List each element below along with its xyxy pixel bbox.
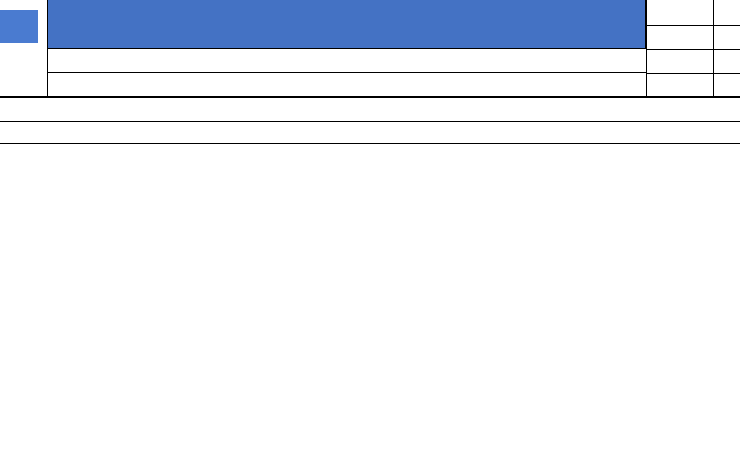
header-divider	[47, 72, 647, 73]
col-header-soporte	[714, 124, 740, 142]
header-divider	[646, 25, 740, 26]
header-divider	[646, 73, 740, 74]
col-header-cdp	[517, 124, 578, 142]
header-divider	[646, 49, 740, 50]
col-header-fecha-rp	[646, 124, 713, 142]
col-header-victimas	[267, 124, 391, 142]
logo-text	[0, 10, 38, 13]
col-header-desembolso	[392, 124, 516, 142]
header-divider	[47, 0, 48, 97]
col-header-resolucion	[0, 124, 47, 142]
logo	[0, 10, 38, 43]
header-bottom-border	[0, 96, 740, 98]
document-title-cell	[48, 0, 646, 49]
col-header-valor-total	[147, 124, 266, 142]
table-top-border	[0, 121, 740, 122]
col-header-rp	[579, 124, 645, 142]
table-header-border	[0, 143, 740, 144]
col-header-fecha-resolucion	[48, 124, 146, 142]
